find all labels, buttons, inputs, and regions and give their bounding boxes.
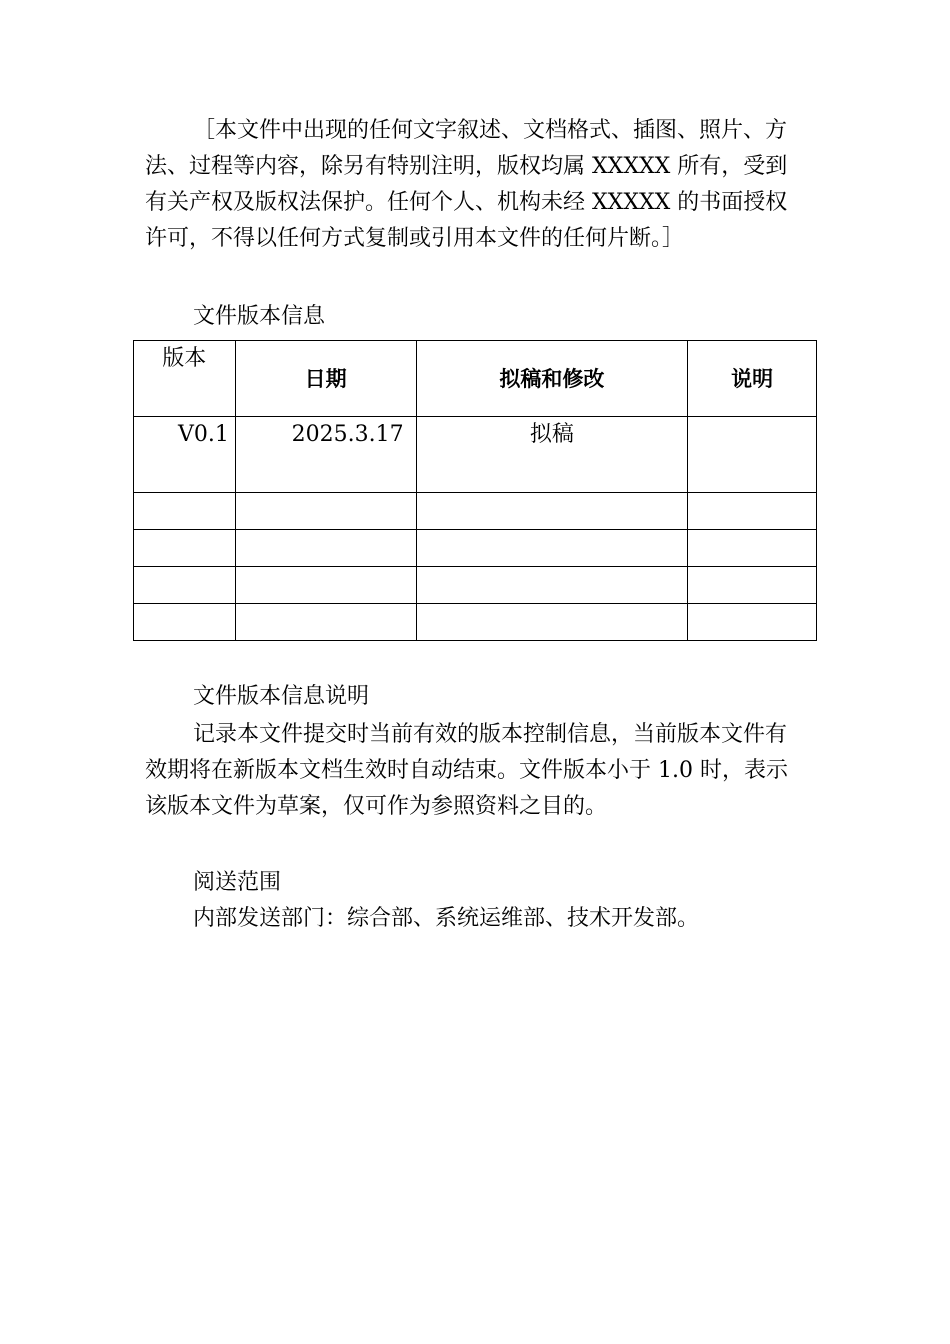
cell-version [134, 567, 236, 604]
cell-notes [688, 493, 817, 530]
table-row [134, 530, 817, 567]
cell-notes [688, 567, 817, 604]
cell-author [416, 567, 688, 604]
cell-author: 拟稿 [416, 417, 688, 493]
cell-date [235, 604, 416, 641]
table-row [134, 493, 817, 530]
cell-author [416, 493, 688, 530]
cell-date [235, 530, 416, 567]
header-author: 拟稿和修改 [416, 341, 688, 417]
copyright-notice: ［本文件中出现的任何文字叙述、文档格式、插图、照片、方法、过程等内容，除另有特别注明，版权均属 XXXXX 所有，受到有关产权及版权法保护。任何个人、机构未经 XXXXX 的书面授权许可，不得以任何方式复制或引用本文件的任何片断。］ [145, 118, 788, 251]
distribution-title: 阅送范围 [193, 870, 282, 895]
cell-version [134, 604, 236, 641]
version-table [133, 340, 817, 641]
cell-version: V0.1 [134, 417, 236, 493]
table-row [134, 567, 817, 604]
cell-version [134, 493, 236, 530]
header-version: 版本 [134, 341, 236, 417]
header-date: 日期 [235, 341, 416, 417]
header-notes: 说明 [688, 341, 817, 417]
cell-notes [688, 417, 817, 493]
cell-author [416, 604, 688, 641]
cell-author [416, 530, 688, 567]
cell-notes [688, 530, 817, 567]
table-header-row [134, 341, 817, 417]
cell-notes [688, 604, 817, 641]
cell-date: 2025.3.17 [235, 417, 416, 493]
version-note-title: 文件版本信息说明 [193, 684, 370, 709]
table-row [134, 417, 817, 493]
cell-date [235, 567, 416, 604]
version-note-body: 记录本文件提交时当前有效的版本控制信息，当前版本文件有效期将在新版本文档生效时自动结束。文件版本小于 1.0 时，表示该版本文件为草案，仅可作为参照资料之目的。 [145, 722, 788, 819]
cell-date [235, 493, 416, 530]
distribution-body: 内部发送部门：综合部、系统运维部、技术开发部。 [193, 906, 700, 931]
table-row [134, 604, 817, 641]
cell-version [134, 530, 236, 567]
version-table-caption: 文件版本信息 [193, 304, 326, 329]
